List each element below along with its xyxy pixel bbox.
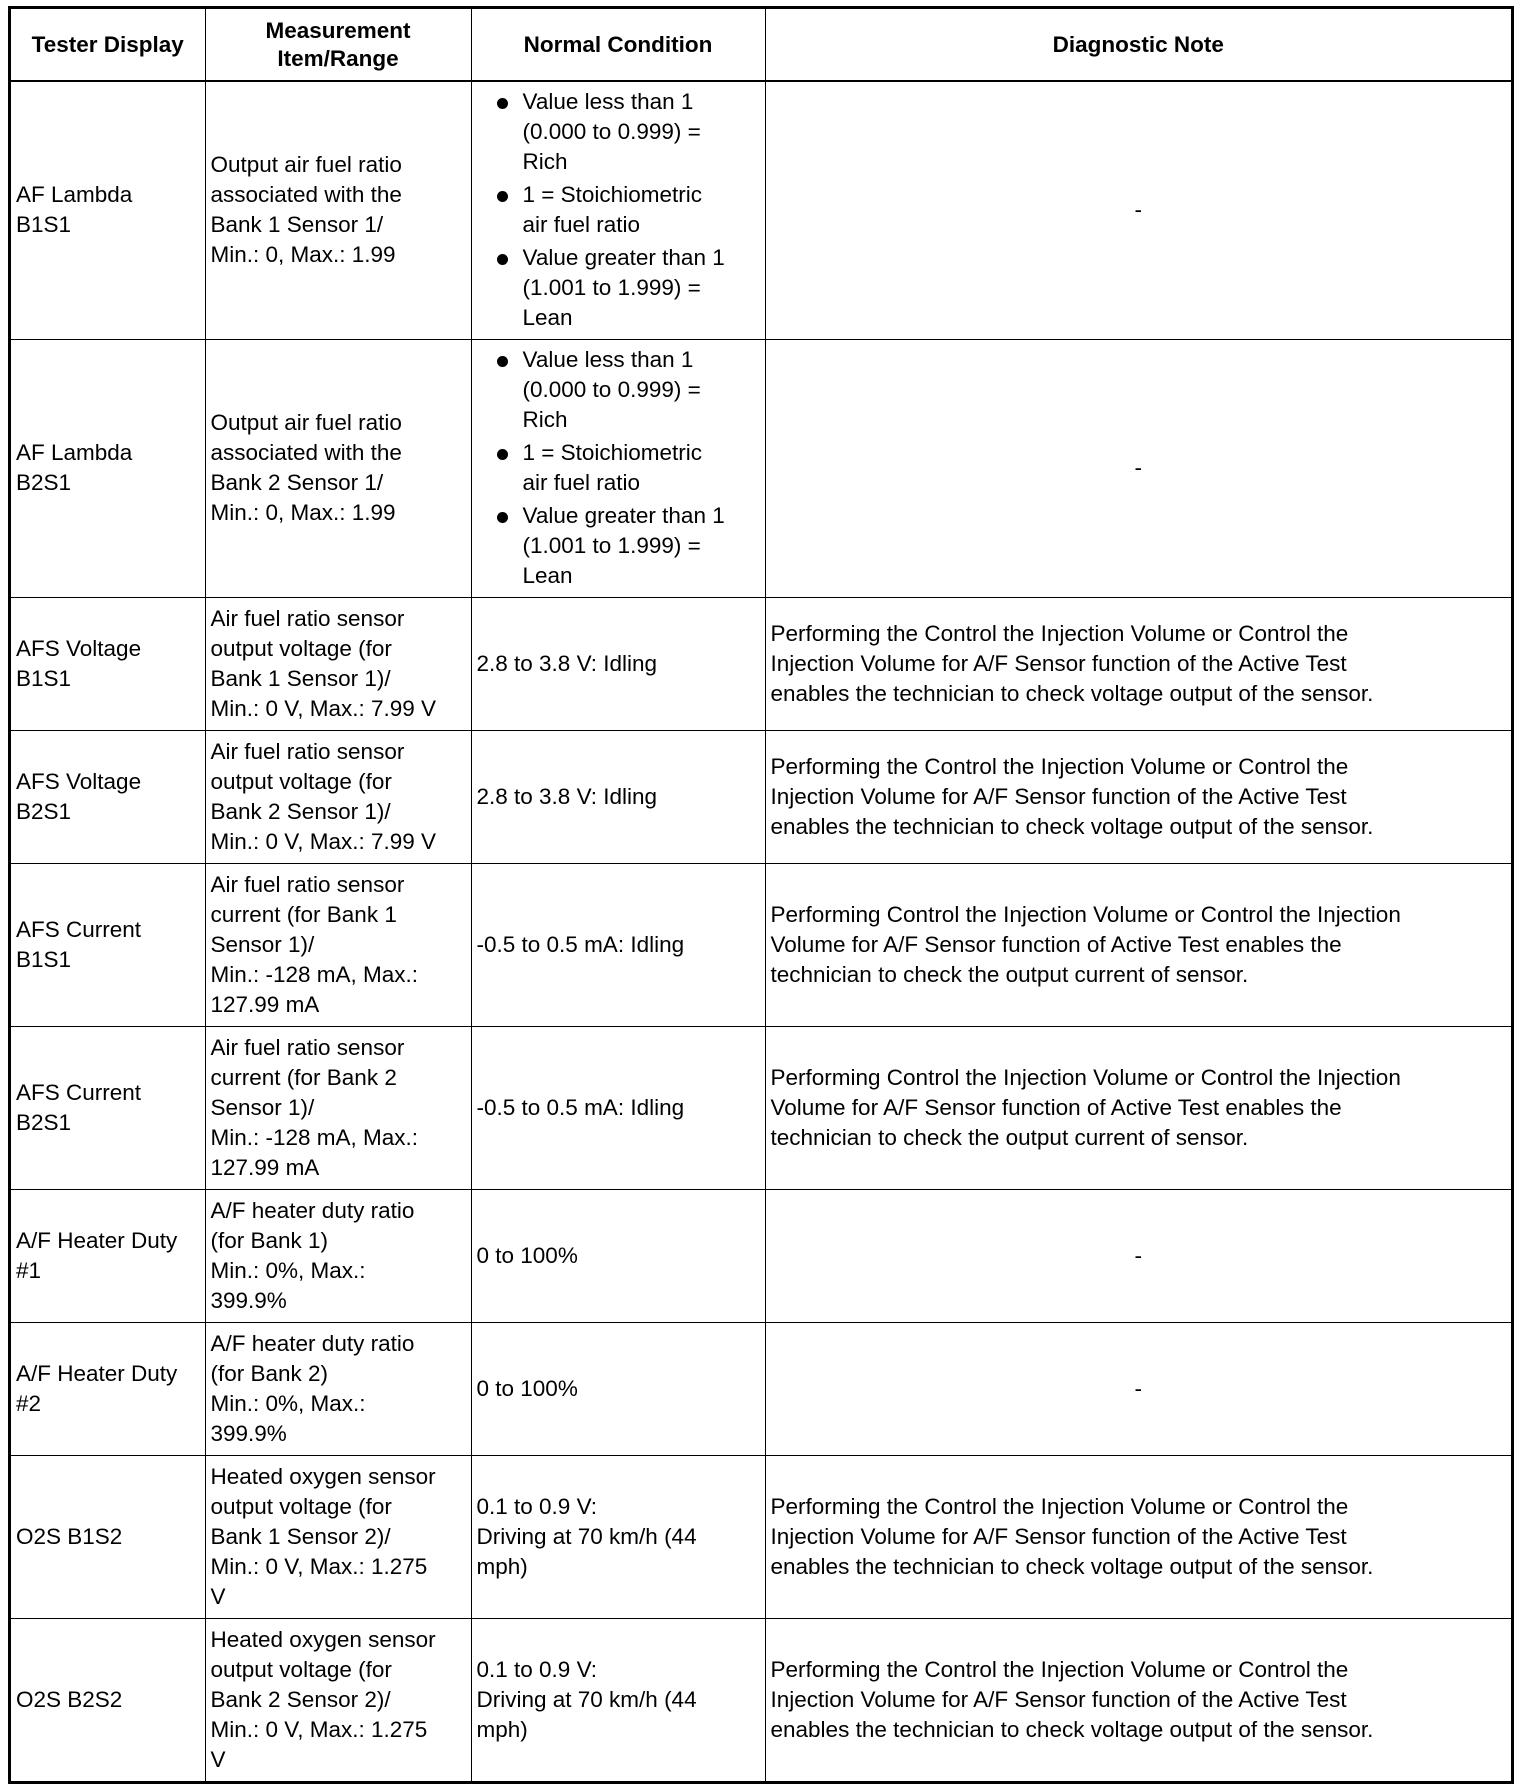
measurement-text: output voltage (for [210, 768, 392, 794]
cell-diagnostic-note [765, 1322, 1511, 1455]
measurement-text: 127.99 mA [210, 1154, 320, 1180]
diagnostic-note-text: enables the technician to check voltage output of the sensor. [770, 680, 1374, 706]
normal-condition-text: -0.5 to 0.5 mA: Idling [476, 931, 685, 957]
normal-condition-text: 0.1 to 0.9 V: [476, 1493, 597, 1519]
diagnostic-note-text: enables the technician to check voltage output of the sensor. [770, 1553, 1374, 1579]
cell-diagnostic-note [765, 1455, 1511, 1618]
tester-display-text: AF Lambda [16, 440, 133, 465]
tester-display-text: B1S1 [16, 946, 72, 972]
measurement-text: Min.: -128 mA, Max.: [210, 1124, 419, 1150]
cell-tester-display [11, 339, 205, 597]
measurement-text: 127.99 mA [210, 991, 320, 1017]
data-list-sheet [8, 6, 1514, 1784]
measurement-text: V [210, 1583, 226, 1609]
normal-condition-text: Value less than 1 [522, 347, 694, 372]
normal-condition-text: (1.001 to 1.999) = [522, 275, 701, 301]
measurement-text: Min.: 0 V, Max.: 1.275 [210, 1716, 428, 1742]
measurement-text: Bank 1 Sensor 1/ [210, 212, 384, 238]
measurement-text: Air fuel ratio sensor [210, 871, 405, 897]
measurement-text: Min.: 0 V, Max.: 1.275 [210, 1553, 428, 1579]
measurement-text: Sensor 1)/ [210, 1094, 315, 1120]
normal-condition-text: Driving at 70 km/h (44 [476, 1686, 697, 1712]
diagnostic-note-text: - [1134, 1242, 1142, 1268]
cell-diagnostic-note [765, 597, 1511, 730]
measurement-text: Heated oxygen sensor [210, 1626, 436, 1652]
measurement-text: 399.9% [210, 1287, 287, 1313]
table-row [11, 863, 1511, 1026]
diagnostic-note-text: Volume for A/F Sensor function of Active Test enables the [770, 1094, 1342, 1120]
diagnostic-note-text: Performing Control the Injection Volume or Control the Injection [770, 901, 1401, 927]
cell-diagnostic-note [765, 730, 1511, 863]
cell-measurement [205, 1455, 471, 1618]
diagnostic-note-text: enables the technician to check voltage output of the sensor. [770, 1716, 1374, 1742]
cell-diagnostic-note [765, 1026, 1511, 1189]
tester-display-text: AFS Current [16, 916, 142, 942]
table-row [11, 597, 1511, 730]
diagnostic-note-text: technician to check the output current of sensor. [770, 1124, 1249, 1150]
table-body [11, 81, 1511, 1781]
measurement-text: Output air fuel ratio [210, 410, 402, 435]
list-item [477, 438, 760, 498]
diagnostic-note-text: Volume for A/F Sensor function of Active Test enables the [770, 931, 1342, 957]
list-item [477, 345, 760, 435]
cell-measurement [205, 1026, 471, 1189]
cell-measurement [205, 730, 471, 863]
diagnostic-note-text: - [1134, 197, 1142, 223]
list-item [477, 501, 760, 591]
measurement-text: Min.: 0%, Max.: [210, 1257, 366, 1283]
measurement-text: Min.: 0%, Max.: [210, 1390, 366, 1416]
measurement-text: Sensor 1)/ [210, 931, 315, 957]
measurement-text: output voltage (for [210, 1656, 392, 1682]
cell-normal-condition [471, 1189, 765, 1322]
data-list-table [11, 9, 1511, 1781]
cell-measurement [205, 863, 471, 1026]
measurement-text: Output air fuel ratio [210, 152, 402, 178]
table-row [11, 1618, 1511, 1781]
cell-measurement [205, 1189, 471, 1322]
measurement-text: Min.: 0 V, Max.: 7.99 V [210, 695, 437, 721]
measurement-text: Min.: 0, Max.: 1.99 [210, 500, 396, 525]
normal-condition-text: 0.1 to 0.9 V: [476, 1656, 597, 1682]
cell-tester-display [11, 597, 205, 730]
tester-display-text: AFS Voltage [16, 768, 142, 794]
normal-condition-text: 1 = Stoichiometric [522, 440, 702, 465]
measurement-text: output voltage (for [210, 1493, 392, 1519]
cell-tester-display [11, 730, 205, 863]
measurement-text: Min.: 0 V, Max.: 7.99 V [210, 828, 437, 854]
cell-tester-display [11, 863, 205, 1026]
normal-condition-list [477, 87, 760, 333]
cell-tester-display [11, 81, 205, 339]
measurement-text: Min.: -128 mA, Max.: [210, 961, 419, 987]
measurement-text: Air fuel ratio sensor [210, 605, 405, 631]
diagnostic-note-text: Injection Volume for A/F Sensor function of the Active Test [770, 1686, 1347, 1712]
table-row [11, 1189, 1511, 1322]
header-measurement-line: Measurement [265, 17, 411, 43]
diagnostic-note-text: - [1134, 1375, 1142, 1401]
tester-display-text: O2S B2S2 [16, 1686, 123, 1712]
measurement-text: Heated oxygen sensor [210, 1463, 436, 1489]
diagnostic-note-text: Injection Volume for A/F Sensor function of the Active Test [770, 783, 1347, 809]
measurement-text: Min.: 0, Max.: 1.99 [210, 242, 396, 268]
normal-condition-text: (1.001 to 1.999) = [522, 533, 701, 558]
header-normal-condition: Normal Condition [471, 9, 765, 81]
table-row [11, 1455, 1511, 1618]
cell-diagnostic-note [765, 1189, 1511, 1322]
cell-normal-condition [471, 1618, 765, 1781]
cell-measurement [205, 597, 471, 730]
table-row [11, 1026, 1511, 1189]
measurement-text: Bank 2 Sensor 1)/ [210, 798, 391, 824]
cell-tester-display [11, 1618, 205, 1781]
normal-condition-text: Value greater than 1 [522, 245, 725, 271]
cell-normal-condition [471, 81, 765, 339]
normal-condition-text: (0.000 to 0.999) = [522, 119, 701, 145]
cell-measurement [205, 339, 471, 597]
measurement-text: current (for Bank 2 [210, 1064, 397, 1090]
tester-display-text: B2S1 [16, 470, 72, 495]
tester-display-text: AFS Voltage [16, 635, 142, 661]
cell-diagnostic-note [765, 1618, 1511, 1781]
cell-normal-condition [471, 863, 765, 1026]
normal-condition-text: air fuel ratio [522, 470, 641, 495]
measurement-text: Bank 1 Sensor 2)/ [210, 1523, 391, 1549]
measurement-text: V [210, 1746, 226, 1772]
normal-condition-list [477, 345, 760, 591]
diagnostic-note-text: Performing the Control the Injection Volume or Control the [770, 620, 1349, 646]
measurement-text: Air fuel ratio sensor [210, 738, 405, 764]
measurement-text: (for Bank 2) [210, 1360, 329, 1386]
diagnostic-note-text: Performing the Control the Injection Volume or Control the [770, 753, 1349, 779]
diagnostic-note-text: Injection Volume for A/F Sensor function of the Active Test [770, 1523, 1347, 1549]
measurement-text: associated with the [210, 182, 402, 208]
cell-normal-condition [471, 730, 765, 863]
list-item [477, 87, 760, 177]
normal-condition-text: 1 = Stoichiometric [522, 182, 702, 208]
normal-condition-text: Value greater than 1 [522, 503, 725, 528]
table-row [11, 730, 1511, 863]
measurement-text: Bank 2 Sensor 2)/ [210, 1686, 391, 1712]
cell-measurement [205, 1618, 471, 1781]
diagnostic-note-text: technician to check the output current of sensor. [770, 961, 1249, 987]
measurement-text: A/F heater duty ratio [210, 1197, 415, 1223]
normal-condition-text: Rich [522, 149, 568, 175]
normal-condition-text: mph) [476, 1716, 528, 1742]
cell-normal-condition [471, 1322, 765, 1455]
tester-display-text: B2S1 [16, 1109, 72, 1135]
cell-normal-condition [471, 1455, 765, 1618]
cell-tester-display [11, 1455, 205, 1618]
header-diagnostic-note: Diagnostic Note [765, 9, 1511, 81]
tester-display-text: AF Lambda [16, 182, 133, 208]
cell-normal-condition [471, 339, 765, 597]
tester-display-text: A/F Heater Duty [16, 1360, 178, 1386]
cell-diagnostic-note [765, 863, 1511, 1026]
normal-condition-text: 2.8 to 3.8 V: Idling [476, 650, 658, 676]
cell-tester-display [11, 1026, 205, 1189]
tester-display-text: B1S1 [16, 212, 72, 238]
normal-condition-text: -0.5 to 0.5 mA: Idling [476, 1094, 685, 1120]
diagnostic-note-text: Performing the Control the Injection Volume or Control the [770, 1656, 1349, 1682]
diagnostic-note-text: - [1134, 455, 1142, 480]
cell-tester-display [11, 1322, 205, 1455]
tester-display-text: B1S1 [16, 665, 72, 691]
list-item [477, 243, 760, 333]
header-measurement-line: Item/Range [277, 45, 399, 71]
diagnostic-note-text: Performing the Control the Injection Volume or Control the [770, 1493, 1349, 1519]
tester-display-text: A/F Heater Duty [16, 1227, 178, 1253]
tester-display-text: O2S B1S2 [16, 1523, 123, 1549]
normal-condition-text: Rich [522, 407, 568, 432]
cell-measurement [205, 81, 471, 339]
cell-diagnostic-note [765, 339, 1511, 597]
tester-display-text: AFS Current [16, 1079, 142, 1105]
tester-display-text: B2S1 [16, 798, 72, 824]
diagnostic-note-text: enables the technician to check voltage output of the sensor. [770, 813, 1374, 839]
normal-condition-text: (0.000 to 0.999) = [522, 377, 701, 402]
header-measurement [205, 9, 471, 81]
diagnostic-note-text: Performing Control the Injection Volume or Control the Injection [770, 1064, 1401, 1090]
measurement-text: output voltage (for [210, 635, 392, 661]
measurement-text: current (for Bank 1 [210, 901, 397, 927]
cell-measurement [205, 1322, 471, 1455]
tester-display-text: #2 [16, 1390, 42, 1416]
measurement-text: Air fuel ratio sensor [210, 1034, 405, 1060]
normal-condition-text: 0 to 100% [476, 1242, 578, 1268]
tester-display-text: #1 [16, 1257, 42, 1283]
measurement-text: associated with the [210, 440, 402, 465]
table-row [11, 339, 1511, 597]
header-row [11, 9, 1511, 81]
normal-condition-text: Value less than 1 [522, 89, 694, 115]
normal-condition-text: Lean [522, 305, 573, 331]
list-item [477, 180, 760, 240]
normal-condition-text: Lean [522, 563, 573, 588]
measurement-text: 399.9% [210, 1420, 287, 1446]
measurement-text: Bank 1 Sensor 1)/ [210, 665, 391, 691]
table-row [11, 81, 1511, 339]
cell-diagnostic-note [765, 81, 1511, 339]
measurement-text: (for Bank 1) [210, 1227, 329, 1253]
normal-condition-text: 0 to 100% [476, 1375, 578, 1401]
measurement-text: Bank 2 Sensor 1/ [210, 470, 384, 495]
cell-normal-condition [471, 597, 765, 730]
normal-condition-text: air fuel ratio [522, 212, 641, 238]
table-row [11, 1322, 1511, 1455]
normal-condition-text: 2.8 to 3.8 V: Idling [476, 783, 658, 809]
measurement-text: A/F heater duty ratio [210, 1330, 415, 1356]
normal-condition-text: mph) [476, 1553, 528, 1579]
normal-condition-text: Driving at 70 km/h (44 [476, 1523, 697, 1549]
header-tester-display: Tester Display [11, 9, 205, 81]
cell-normal-condition [471, 1026, 765, 1189]
diagnostic-note-text: Injection Volume for A/F Sensor function of the Active Test [770, 650, 1347, 676]
cell-tester-display [11, 1189, 205, 1322]
